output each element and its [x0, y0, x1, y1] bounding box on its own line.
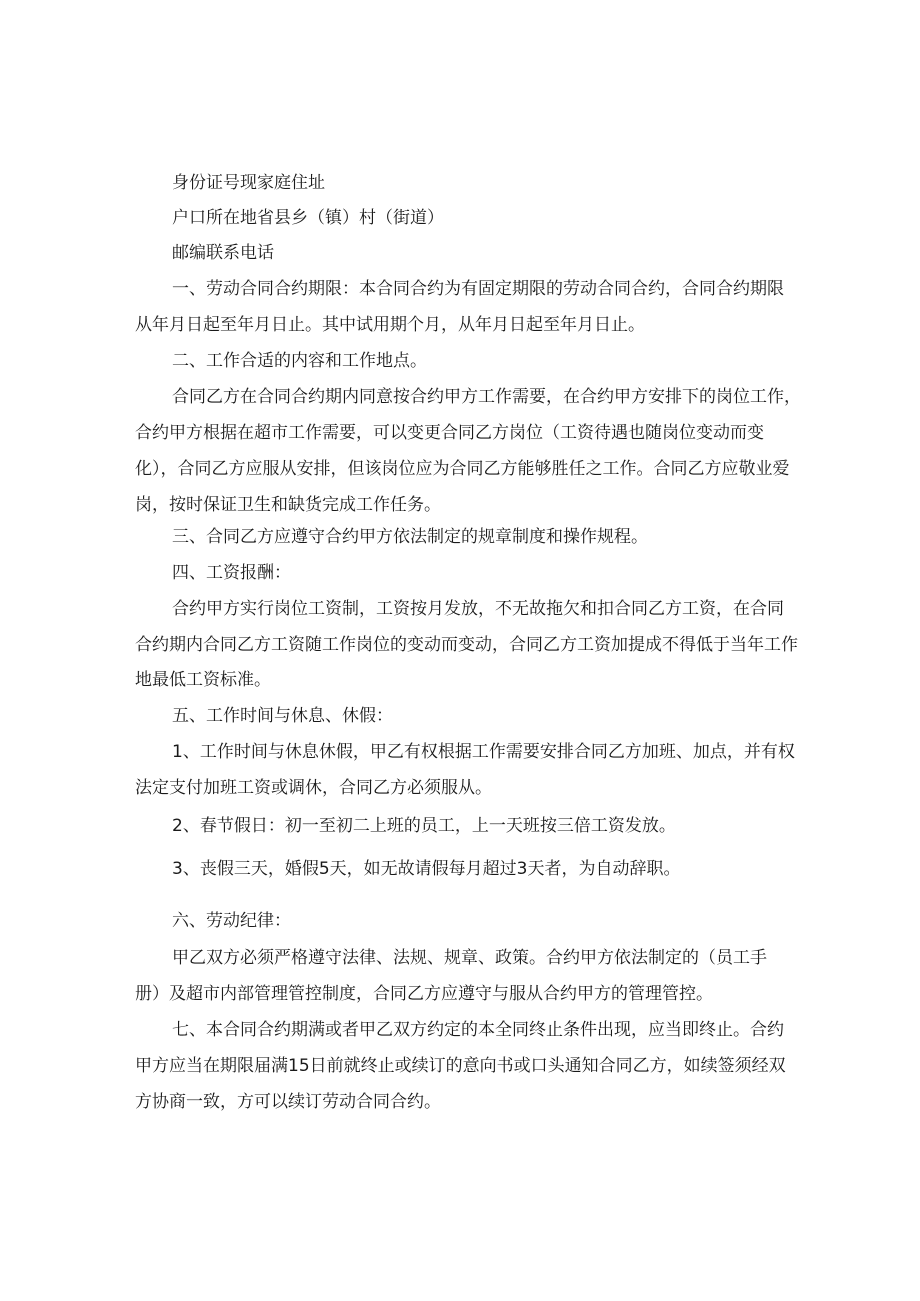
paragraph-line: 册）及超市内部管理管控制度，合同乙方应遵守与服从合约甲方的管理管控。: [135, 984, 713, 1004]
paragraph-line: 法定支付加班工资或调休，合同乙方必须服从。: [135, 778, 492, 798]
paragraph-line: 1、工作时间与休息休假，甲乙有权根据工作需要安排合同乙方加班、加点，并有权: [172, 742, 795, 762]
paragraph-line: 化），合同乙方应服从安排，但该岗位应为合同乙方能够胜任之工作。合同乙方应敬业爱: [135, 459, 790, 479]
paragraph-line: 身份证号现家庭住址: [172, 173, 325, 193]
paragraph-line: 合约甲方实行岗位工资制，工资按月发放，不无故拖欠和扣合同乙方工资，在合同: [172, 599, 784, 619]
paragraph-line: 五、工作时间与休息、休假：: [172, 706, 393, 726]
paragraph-line: 合约甲方根据在超市工作需要，可以变更合同乙方岗位（工资待遇也随岗位变动而变: [135, 423, 764, 443]
paragraph-line: 甲方应当在期限届满15日前就终止或续订的意向书或口头通知合同乙方，如续签须经双: [135, 1056, 786, 1076]
paragraph-line: 一、劳动合同合约期限：本合同合约为有固定期限的劳动合同合约，合同合约期限: [172, 279, 784, 299]
paragraph-line: 三、合同乙方应遵守合约甲方依法制定的规章制度和操作规程。: [172, 527, 648, 547]
paragraph-line: 甲乙双方必须严格遵守法律、法规、规章、政策。合约甲方依法制定的（员工手: [172, 948, 767, 968]
paragraph-line: 岗，按时保证卫生和缺货完成工作任务。: [135, 495, 441, 515]
paragraph-line: 六、劳动纪律：: [172, 911, 291, 931]
paragraph-line: 二、工作合适的内容和工作地点。: [172, 351, 427, 371]
paragraph-line: 2、春节假日：初一至初二上班的员工，上一天班按三倍工资发放。: [172, 816, 676, 836]
paragraph-line: 合约期内合同乙方工资随工作岗位的变动而变动，合同乙方工资加提成不得低于当年工作: [135, 635, 798, 655]
paragraph-line: 合同乙方在合同合约期内同意按合约甲方工作需要，在合约甲方安排下的岗位工作，: [172, 387, 801, 407]
paragraph-line: 户口所在地省县乡（镇）村（街道）: [172, 208, 444, 228]
paragraph-line: 地最低工资标准。: [135, 670, 271, 690]
paragraph-line: 四、工资报酬：: [172, 563, 291, 583]
paragraph-line: 方协商一致，方可以续订劳动合同合约。: [135, 1092, 441, 1112]
paragraph-line: 3、丧假三天，婚假5天，如无故请假每月超过3天者，为自动辞职。: [172, 859, 681, 879]
paragraph-line: 从年月日起至年月日止。其中试用期个月，从年月日起至年月日止。: [135, 315, 645, 335]
paragraph-line: 七、本合同合约期满或者甲乙双方约定的本全同终止条件出现，应当即终止。合约: [172, 1020, 784, 1040]
paragraph-line: 邮编联系电话: [172, 243, 274, 263]
